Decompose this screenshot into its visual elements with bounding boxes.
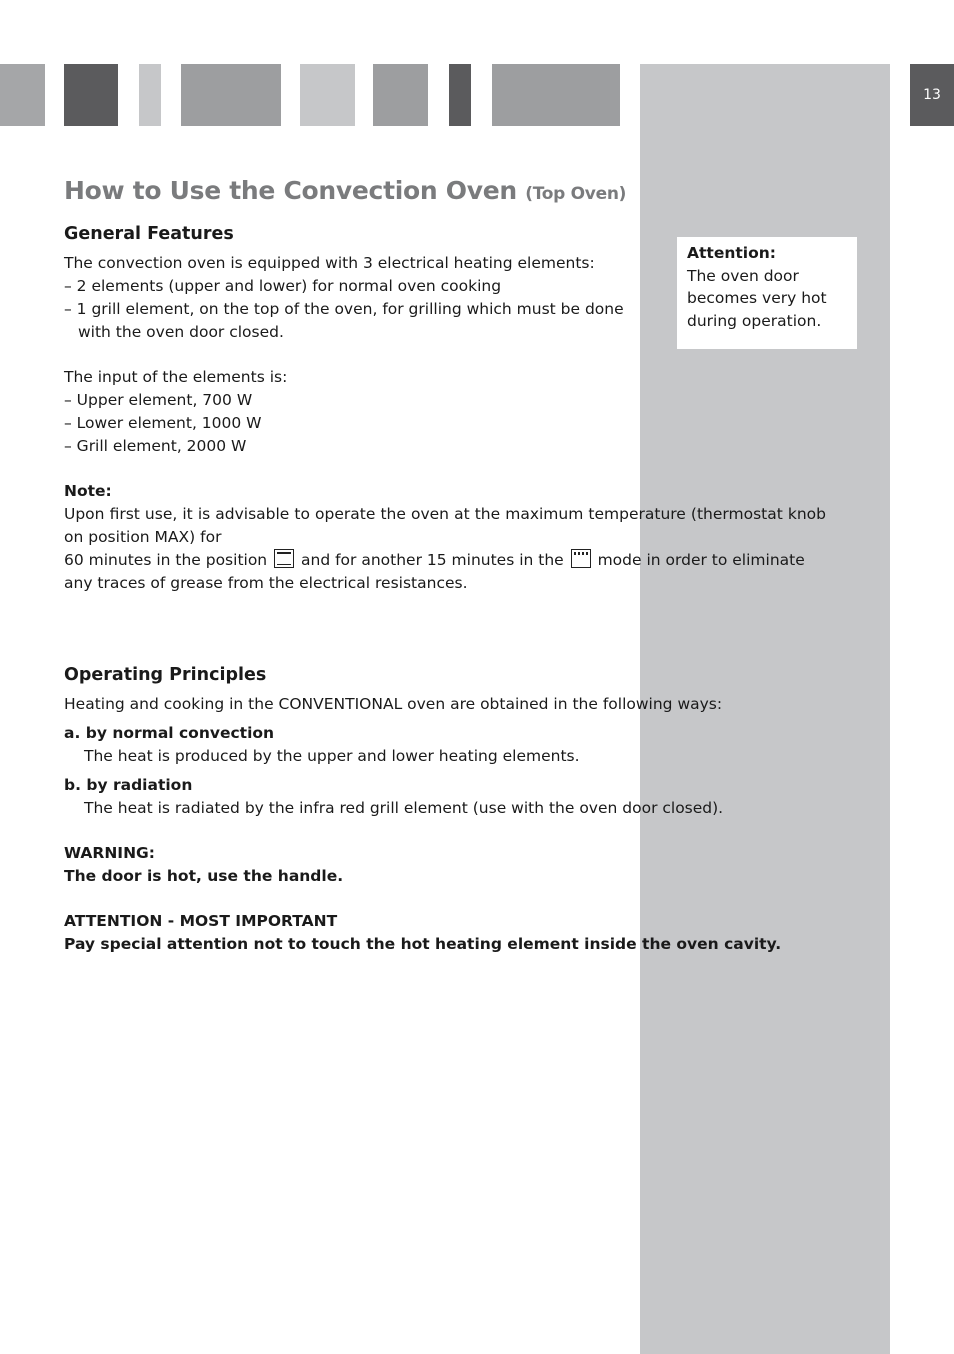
note-part-1: 60 minutes in the position [64, 551, 268, 569]
page-number: 13 [910, 64, 954, 126]
note-line-1: Upon first use, it is advisable to operate the oven at the maximum temperature (thermostat knob on position MAX) for [64, 505, 826, 546]
header-block-4 [181, 64, 281, 126]
header-block-8 [492, 64, 620, 126]
principle-b-text: The heat is radiated by the infra red grill element (use with the oven door closed). [84, 799, 724, 817]
header-block-6 [373, 64, 428, 126]
warning-section [64, 842, 826, 888]
header-block-7 [449, 64, 471, 126]
page-title-main: How to Use the Convection Oven [64, 176, 517, 205]
general-features-heading: General Features [64, 224, 234, 244]
warning-label: WARNING: [64, 844, 155, 862]
note-part-3: mode in order to eliminate any traces of grease from the electrical resistances. [64, 551, 805, 592]
feature-item-1: – 2 elements (upper and lower) for normal oven cooking [64, 277, 502, 295]
important-section [64, 910, 826, 956]
principle-a-label: a. by normal convection [64, 724, 275, 742]
feature-item-2: – 1 grill element, on the top of the oven, for grilling which must be done [64, 300, 624, 318]
attention-text: The oven door becomes very hot during operation. [687, 266, 827, 330]
input-item-lower: – Lower element, 1000 W [64, 414, 262, 432]
attention-label: Attention: [687, 244, 776, 262]
important-label: ATTENTION - MOST IMPORTANT [64, 912, 338, 930]
header-block-3 [139, 64, 161, 126]
grill-mode-icon [571, 549, 591, 568]
header-block-1 [0, 64, 45, 126]
general-features-intro: The convection oven is equipped with 3 electrical heating elements: [64, 254, 595, 272]
page-title-sub: (Top Oven) [525, 184, 627, 204]
note-section [64, 480, 826, 595]
note-label: Note: [64, 482, 112, 500]
principle-b-label: b. by radiation [64, 776, 193, 794]
operating-principles-heading: Operating Principles [64, 665, 267, 685]
header-block-2 [64, 64, 118, 126]
input-intro: The input of the elements is: [64, 368, 288, 386]
important-text: Pay special attention not to touch the hot heating element inside the oven cavity. [64, 935, 782, 953]
note-part-2: and for another 15 minutes in the [301, 551, 564, 569]
principle-a-text: The heat is produced by the upper and lower heating elements. [84, 747, 580, 765]
conventional-mode-icon [274, 549, 294, 568]
feature-item-2-continuation: with the oven door closed. [78, 323, 284, 341]
warning-text: The door is hot, use the handle. [64, 867, 344, 885]
input-item-grill: – Grill element, 2000 W [64, 437, 247, 455]
page-title [64, 176, 626, 205]
attention-box [677, 237, 857, 349]
note-line-2 [64, 549, 826, 595]
operating-principles-section [64, 663, 826, 820]
input-item-upper: – Upper element, 700 W [64, 391, 253, 409]
operating-principles-intro: Heating and cooking in the CONVENTIONAL oven are obtained in the following ways: [64, 695, 723, 713]
header-block-5 [300, 64, 355, 126]
